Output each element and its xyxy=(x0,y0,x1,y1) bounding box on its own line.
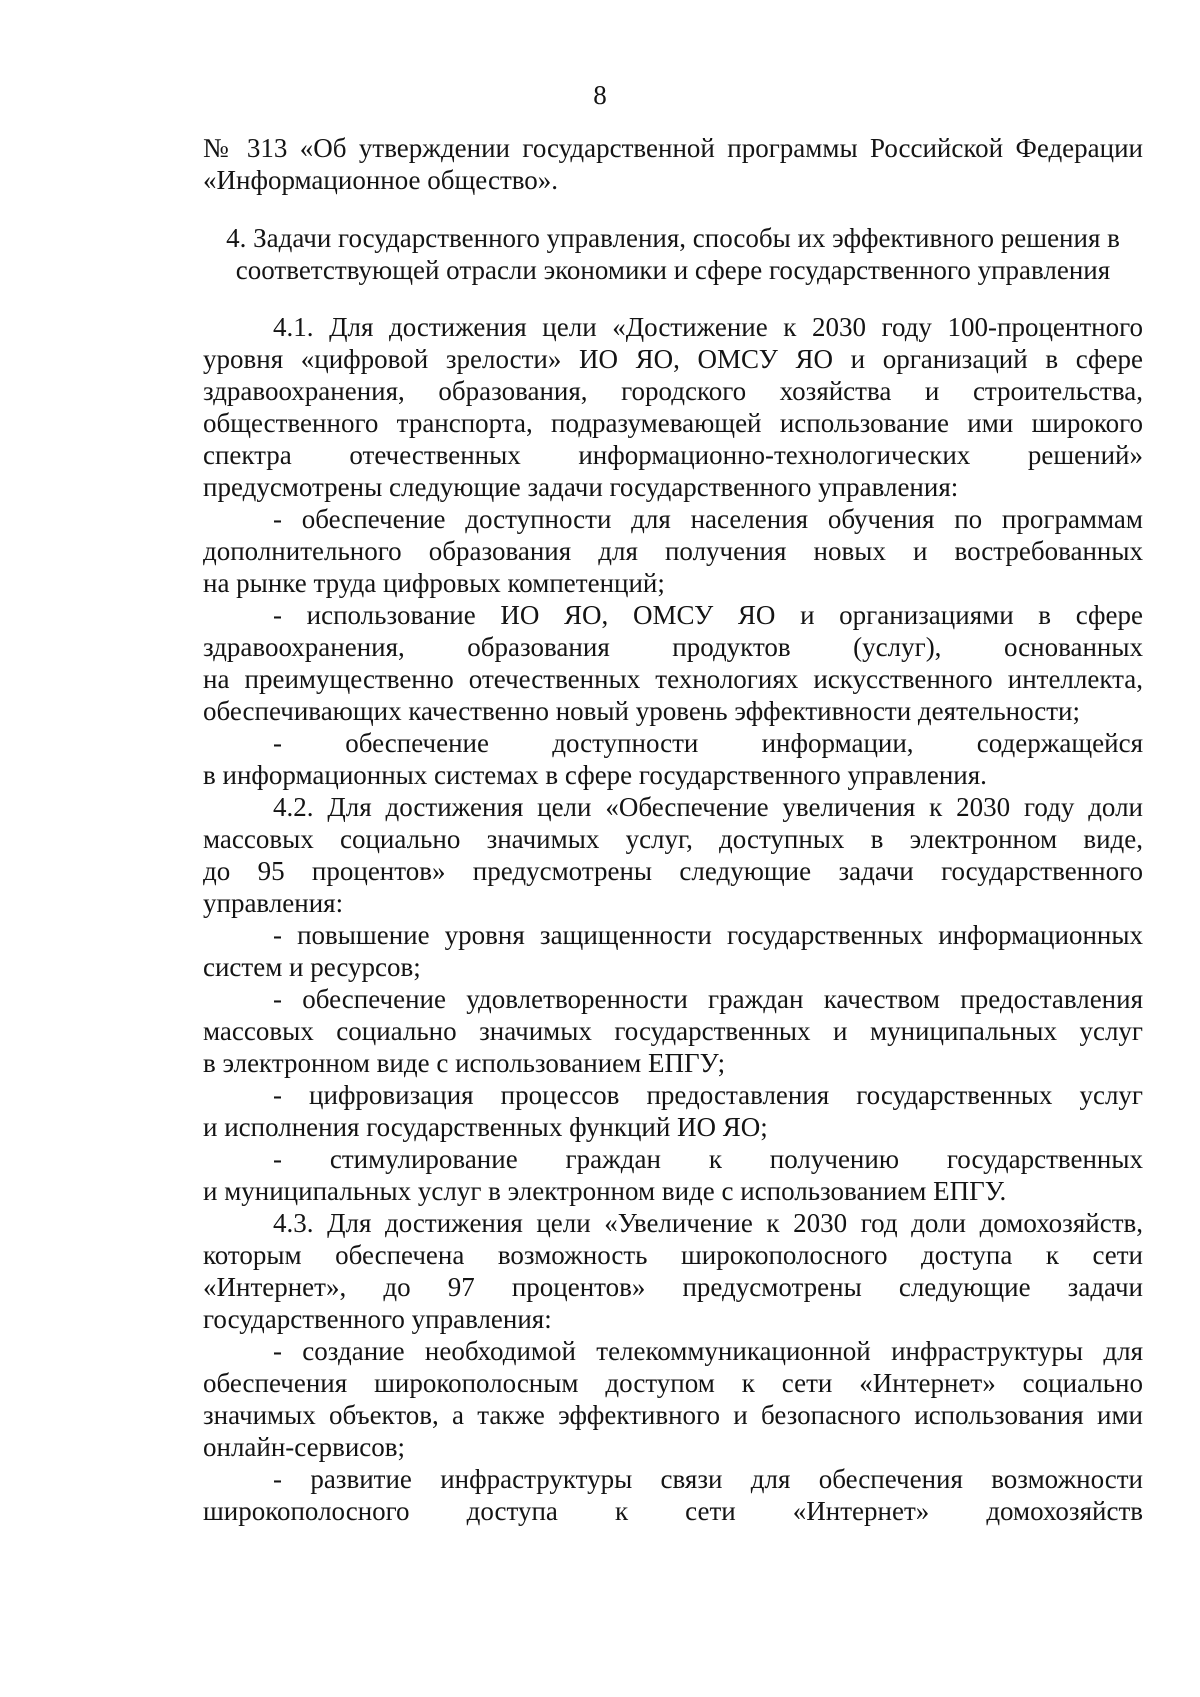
paragraph-line: - обеспечение доступности для населения обучения по программам xyxy=(273,504,1143,534)
paragraph-line: здравоохранения, образования продуктов (услуг), основанных xyxy=(203,632,1143,662)
paragraph-line: 4.3. Для достижения цели «Увеличение к 2030 год доли домохозяйств, xyxy=(273,1208,1143,1238)
paragraph-line: которым обеспечена возможность широкополосного доступа к сети xyxy=(203,1240,1143,1270)
paragraph-line: на рынке труда цифровых компетенций; xyxy=(203,568,665,598)
paragraph-line: значимых объектов, а также эффективного и безопасного использования ими xyxy=(203,1400,1143,1430)
section-heading-line: соответствующей отрасли экономики и сфере государственного управления xyxy=(235,255,1111,285)
paragraph-line: - цифровизация процессов предоставления государственных услуг xyxy=(273,1080,1143,1110)
paragraph-line: - создание необходимой телекоммуникационной инфраструктуры для xyxy=(273,1336,1143,1366)
section-heading-line: 4. Задачи государственного управления, способы их эффективного решения в xyxy=(226,223,1120,253)
paragraph-line: предусмотрены следующие задачи государственного управления: xyxy=(203,472,959,502)
page-number: 8 xyxy=(593,80,607,110)
paragraph-line: спектра отечественных информационно-технологических решений» xyxy=(203,440,1143,470)
paragraph-line: управления: xyxy=(203,888,344,918)
paragraph-line: в электронном виде с использованием ЕПГУ; xyxy=(203,1048,726,1078)
paragraph-line: обеспечивающих качественно новый уровень эффективности деятельности; xyxy=(203,696,1080,726)
paragraph-line: до 95 процентов» предусмотрены следующие задачи государственного xyxy=(203,856,1143,886)
paragraph-line: 4.1. Для достижения цели «Достижение к 2030 году 100-процентного xyxy=(273,312,1143,342)
text-line: «Информационное общество». xyxy=(203,165,559,195)
paragraph-line: государственного управления: xyxy=(203,1304,552,1334)
paragraph-line: в информационных системах в сфере государственного управления. xyxy=(203,760,987,790)
paragraph-line: уровня «цифровой зрелости» ИО ЯО, ОМСУ ЯО и организаций в сфере xyxy=(203,344,1143,374)
paragraph-line: здравоохранения, образования, городского хозяйства и строительства, xyxy=(203,376,1143,406)
paragraph-line: и муниципальных услуг в электронном виде с использованием ЕПГУ. xyxy=(203,1176,1007,1206)
paragraph-line: на преимущественно отечественных технологиях искусственного интеллекта, xyxy=(203,664,1143,694)
paragraph-line: - обеспечение доступности информации, содержащейся xyxy=(273,728,1143,758)
paragraph-line: систем и ресурсов; xyxy=(203,952,421,982)
paragraph-line: - использование ИО ЯО, ОМСУ ЯО и организациями в сфере xyxy=(273,600,1143,630)
paragraph-line: «Интернет», до 97 процентов» предусмотрены следующие задачи xyxy=(203,1272,1143,1302)
paragraph-line: 4.2. Для достижения цели «Обеспечение увеличения к 2030 году доли xyxy=(273,792,1143,822)
document-text xyxy=(203,132,1143,1527)
paragraph-line: массовых социально значимых государственных и муниципальных услуг xyxy=(203,1016,1143,1046)
paragraph-line: онлайн-сервисов; xyxy=(203,1432,406,1462)
paragraph-line: дополнительного образования для получения новых и востребованных xyxy=(203,536,1143,566)
text-line: № 313 «Об утверждении государственной программы Российской Федерации xyxy=(203,133,1143,163)
paragraph-line: - развитие инфраструктуры связи для обеспечения возможности xyxy=(273,1464,1143,1494)
paragraph-line: широкополосного доступа к сети «Интернет» домохозяйств xyxy=(203,1496,1143,1526)
paragraph-line: - обеспечение удовлетворенности граждан качеством предоставления xyxy=(273,984,1143,1014)
paragraph-line: общественного транспорта, подразумевающей использование ими широкого xyxy=(203,408,1143,438)
paragraph-line: массовых социально значимых услуг, доступных в электронном виде, xyxy=(203,824,1143,854)
paragraph-line: - повышение уровня защищенности государственных информационных xyxy=(273,920,1143,950)
paragraph-line: - стимулирование граждан к получению государственных xyxy=(273,1144,1143,1174)
paragraph-line: обеспечения широкополосным доступом к сети «Интернет» социально xyxy=(203,1368,1143,1398)
paragraph-line: и исполнения государственных функций ИО ЯО; xyxy=(203,1112,768,1142)
